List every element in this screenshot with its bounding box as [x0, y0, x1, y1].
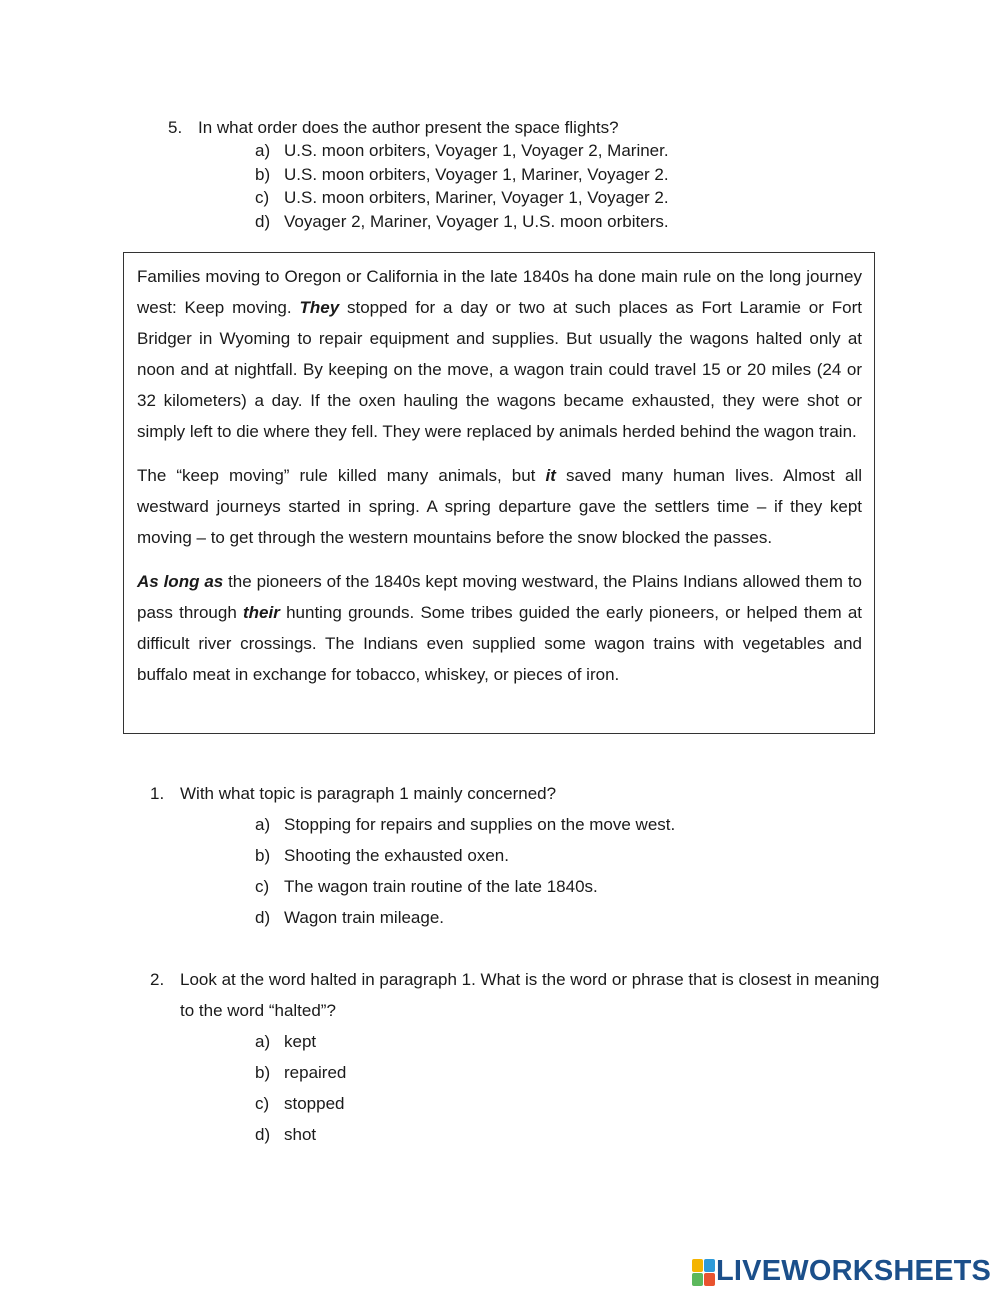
option-letter: c): [255, 188, 270, 207]
passage-text: saved many human lives. Almost all westward journeys started in spring. A spring departure gave the settlers time – if they kept moving – to get through the western mountains before the snow blocked the passes.: [137, 466, 862, 547]
option-a: [255, 1026, 880, 1057]
option-text: U.S. moon orbiters, Voyager 1, Mariner, Voyager 2.: [284, 164, 669, 184]
option-text: U.S. moon orbiters, Mariner, Voyager 1, Voyager 2.: [284, 188, 669, 207]
option-text: U.S. moon orbiters, Voyager 1, Voyager 2, Mariner.: [284, 141, 669, 160]
logo-mark-icon: [692, 1259, 714, 1285]
passage-text: stopped for a day or two at such places as Fort Laramie or Fort Bridger in Wyoming to repair equipment and supplies. But usually the wagons halted only at noon and at nightfall. By keeping on the move, a wagon train could travel 15 or 20 miles (24 or 32 kilometers) a day. If the oxen hauling the wagons became exhausted, they were shot or simply left to die where they fell. They were replaced by animals herded behind the wagon train.: [137, 298, 862, 441]
option-letter: b): [255, 1063, 271, 1082]
passage-text: Families moving to Oregon or California in the late 1840s ha done main rule on the long journey west: Keep moving.: [137, 267, 862, 317]
passage-text: the pioneers of the 1840s kept moving westward, the Plains Indians allowed them to pass through: [137, 572, 862, 622]
passage-paragraph-2: [137, 460, 862, 553]
option-text: Stopping for repairs and supplies on the move west.: [284, 815, 676, 834]
logo-square: [704, 1273, 715, 1286]
emphasized-word: their: [243, 603, 280, 622]
logo-square: [692, 1259, 703, 1272]
question-text: With what topic is paragraph 1 mainly concerned?: [180, 784, 557, 803]
question-number: 2.: [150, 970, 165, 989]
option-c: [255, 1088, 880, 1119]
question-number: 5.: [168, 118, 183, 137]
option-text: Wagon train mileage.: [284, 908, 445, 927]
question-1: [150, 778, 880, 933]
option-b: [255, 163, 928, 187]
option-c: [255, 871, 880, 902]
option-a: [255, 139, 928, 163]
option-text: Voyager 2, Mariner, Voyager 1, U.S. moon orbiters.: [284, 211, 669, 231]
option-letter: d): [255, 211, 271, 231]
option-text: shot: [284, 1125, 317, 1144]
question-stem: [150, 778, 880, 809]
question-stem: [150, 964, 880, 1026]
option-letter: a): [255, 815, 271, 834]
option-letter: b): [255, 846, 271, 865]
option-letter: d): [255, 908, 271, 927]
option-text: kept: [284, 1032, 317, 1051]
passage-paragraph-3: [137, 566, 862, 690]
logo-text: LIVEWORKSHEETS: [716, 1255, 992, 1287]
option-d: [255, 1119, 880, 1150]
question-5: [168, 116, 928, 233]
option-c: [255, 186, 928, 210]
option-letter: a): [255, 141, 271, 160]
passage-paragraph-1: [137, 261, 862, 447]
option-letter: c): [255, 1094, 270, 1113]
question-2: [150, 964, 880, 1150]
question-number: 1.: [150, 784, 165, 803]
option-a: [255, 809, 880, 840]
liveworksheets-logo: [692, 1255, 991, 1288]
emphasized-word: They: [299, 298, 340, 317]
question-list: [150, 778, 880, 1181]
passage-text: The “keep moving” rule killed many animals, but: [137, 466, 546, 485]
question-text: Look at the word halted in paragraph 1. What is the word or phrase that is closest in meaning to the word “halted”?: [180, 970, 880, 1020]
reading-passage-box: [123, 252, 875, 734]
option-letter: d): [255, 1125, 271, 1144]
option-letter: a): [255, 1032, 271, 1051]
emphasized-word: As long as: [137, 572, 224, 591]
option-b: [255, 1057, 880, 1088]
passage-text: hunting grounds. Some tribes guided the early pioneers, or helped them at difficult river crossings. The Indians even supplied some wagon trains with vegetables and buffalo meat in exchange for tobacco, whiskey, or pieces of iron.: [137, 603, 863, 684]
option-d: [255, 902, 880, 933]
logo-square: [692, 1273, 703, 1286]
option-d: [255, 210, 928, 234]
option-text: repaired: [284, 1063, 347, 1082]
option-text: The wagon train routine of the late 1840s.: [284, 877, 598, 896]
option-b: [255, 840, 880, 871]
logo-square: [704, 1259, 715, 1272]
option-text: stopped: [284, 1094, 345, 1113]
emphasized-word: it: [545, 466, 556, 485]
option-text: Shooting the exhausted oxen.: [284, 846, 509, 865]
question-stem: [168, 116, 928, 139]
option-letter: b): [255, 164, 271, 184]
question-text: In what order does the author present the space flights?: [198, 118, 619, 137]
option-letter: c): [255, 877, 270, 896]
